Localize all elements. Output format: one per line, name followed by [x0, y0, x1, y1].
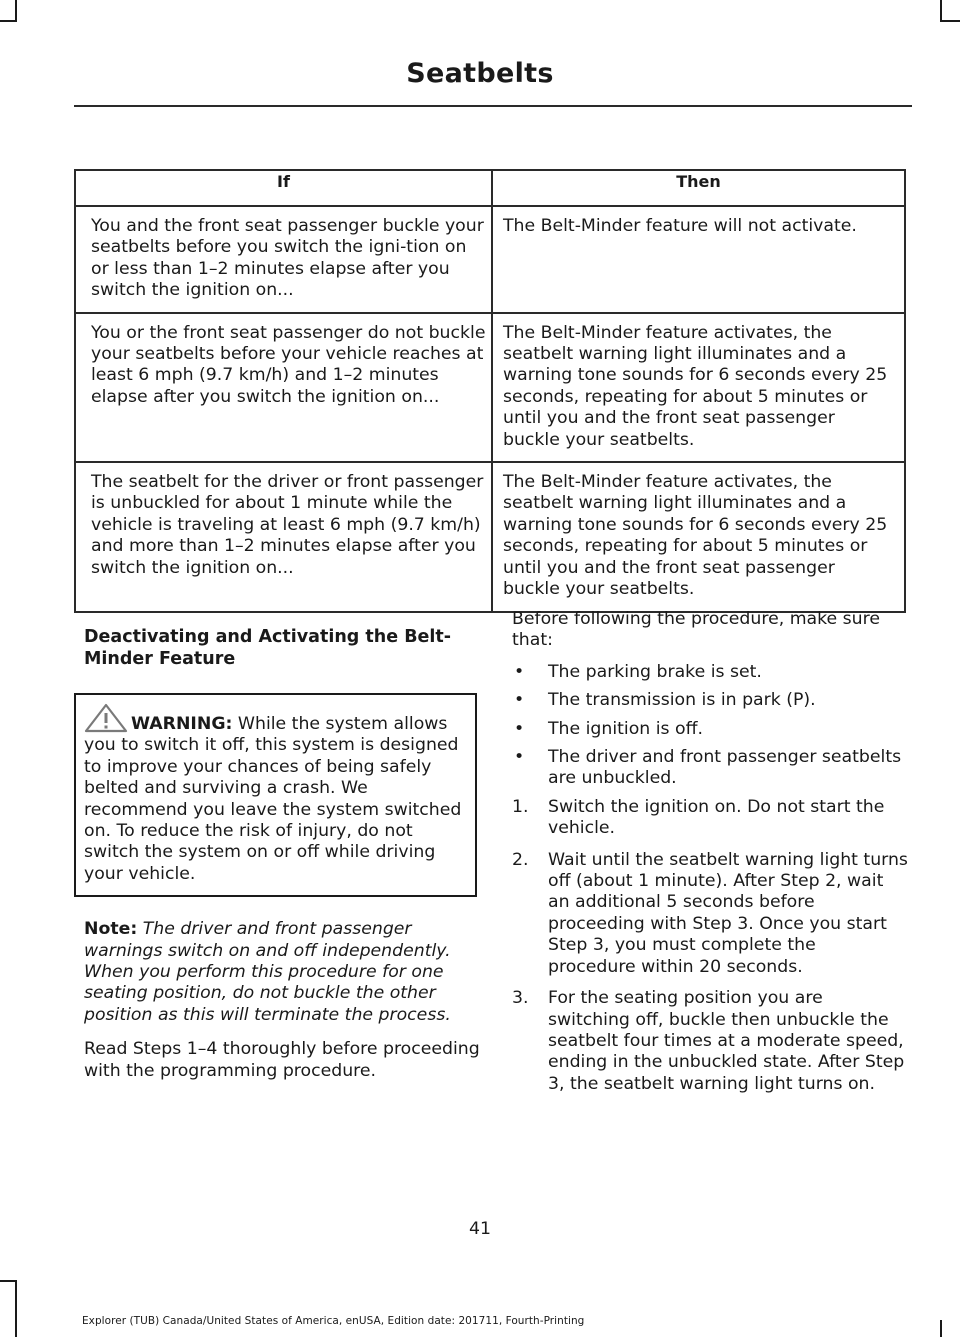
table-row	[75, 206, 905, 313]
note-text: The driver and front passenger warnings switch on and off independently. When you perform this procedure for one seating position, do not buckle the other position as this will terminate the process.	[84, 919, 451, 1025]
step-text: Switch the ignition on. Do not start the vehicle.	[548, 796, 885, 839]
crop-mark	[940, 0, 942, 22]
table-cell-then: The Belt-Minder feature activates, the seatbelt warning light illuminates and a warning tone sounds for 6 seconds every 25 seconds, repeating for about 5 minutes or until you and the front seat passenger buckle your seatbelts.	[492, 462, 905, 611]
warning-label: WARNING:	[131, 714, 233, 734]
list-item	[512, 662, 908, 683]
list-item-text: The driver and front passenger seatbelts are unbuckled.	[548, 747, 902, 789]
list-item	[512, 690, 908, 711]
edition-footer: Explorer (TUB) Canada/United States of America, enUSA, Edition date: 201711, Fourth-Printing	[82, 1315, 585, 1327]
step-text: Wait until the seatbelt warning light turns off (about 1 minute). After Step 2, wait an additional 5 seconds before proceeding with Step 3. Once you start Step 3, you must complete the procedure within 20 seconds.	[548, 849, 908, 977]
left-column	[84, 626, 482, 1082]
table-row	[75, 462, 905, 611]
crop-mark	[15, 1280, 17, 1337]
warning-triangle-icon	[84, 703, 128, 733]
warning-box	[74, 693, 477, 897]
list-item	[512, 797, 908, 840]
list-item	[512, 719, 908, 740]
list-item-text: The ignition is off.	[548, 718, 704, 739]
bullet-mark: •	[514, 747, 525, 768]
table-row	[75, 313, 905, 462]
list-item-text: The transmission is in park (P).	[548, 690, 816, 711]
crop-mark	[15, 0, 17, 22]
table-cell-if: You or the front seat passenger do not buckle your seatbelts before your vehicle reaches at least 6 mph (9.7 km/h) and 1–2 minutes elapse after you switch the ignition on...	[75, 313, 492, 462]
prerequisite-list	[512, 662, 908, 790]
column-header-if: If	[75, 170, 492, 206]
page-number: 41	[469, 1219, 491, 1239]
bullet-mark: •	[514, 690, 525, 711]
right-column	[512, 609, 908, 1105]
step-text: For the seating position you are switching off, buckle then unbuckle the seatbelt four times at a moderate speed, ending in the unbuckled state. After Step 3, the seatbelt warning light turns on.	[548, 988, 905, 1094]
procedure-intro: Before following the procedure, make sure that:	[512, 609, 880, 651]
crop-mark	[0, 1280, 17, 1282]
bullet-mark: •	[514, 661, 525, 682]
section-heading: Deactivating and Activating the Belt-Minder Feature	[84, 627, 452, 669]
crop-mark	[940, 20, 960, 22]
list-item	[512, 988, 908, 1095]
bullet-mark: •	[514, 718, 525, 739]
warning-text: While the system allows you to switch it off, this system is designed to improve your chances of being safely belted and surviving a crash. We recommend you leave the system switched on. To reduce the risk of injury, do not switch the system on or off while driving your vehicle.	[84, 714, 462, 884]
list-item	[512, 747, 908, 790]
step-number: 1.	[512, 796, 529, 817]
note-paragraph	[84, 919, 482, 1026]
belt-minder-table	[74, 169, 906, 613]
read-steps-paragraph: Read Steps 1–4 thoroughly before proceeding with the programming procedure.	[84, 1039, 480, 1081]
step-number: 2.	[512, 849, 529, 870]
table-header-row	[75, 170, 905, 206]
page-title: Seatbelts	[406, 58, 554, 89]
note-label: Note:	[84, 919, 138, 940]
step-number: 3.	[512, 988, 529, 1009]
table-cell-if: You and the front seat passenger buckle your seatbelts before you switch the igni-tion on or less than 1–2 minutes elapse after you switch the ignition on...	[75, 206, 492, 313]
list-item	[512, 850, 908, 978]
procedure-steps	[512, 797, 908, 1095]
table-cell-if: The seatbelt for the driver or front passenger is unbuckled for about 1 minute while the vehicle is traveling at least 6 mph (9.7 km/h) and more than 1–2 minutes elapse after you switch the ignition on...	[75, 462, 492, 611]
crop-mark	[0, 20, 17, 22]
table-cell-then: The Belt-Minder feature will not activate.	[492, 206, 905, 313]
crop-mark	[940, 1320, 942, 1337]
header-divider	[74, 105, 912, 107]
column-header-then: Then	[492, 170, 905, 206]
list-item-text: The parking brake is set.	[548, 661, 762, 682]
table-cell-then: The Belt-Minder feature activates, the seatbelt warning light illuminates and a warning tone sounds for 6 seconds every 25 seconds, repeating for about 5 minutes or until you and the front seat passenger buckle your seatbelts.	[492, 313, 905, 462]
